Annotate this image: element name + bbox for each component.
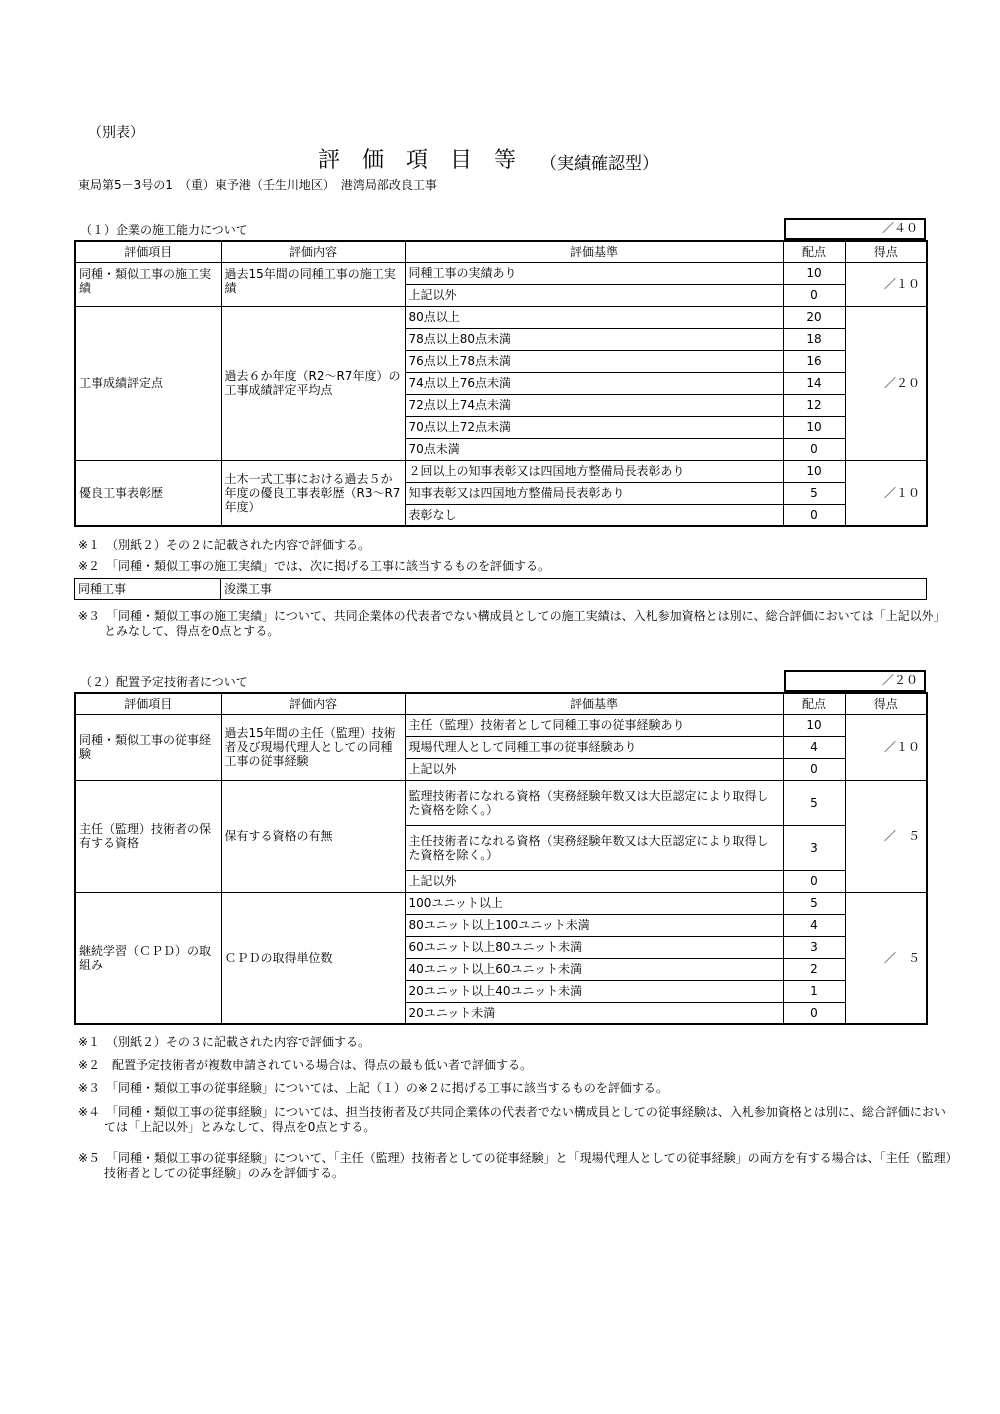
points-cell: 20 [783, 306, 845, 328]
points-cell: 3 [783, 825, 845, 870]
criteria-cell: 表彰なし [405, 504, 783, 526]
content-cell: 過去15年間の主任（監理）技術者及び現場代理人としての同種工事の従事経験 [221, 714, 405, 780]
score-cell: ／ ５ [845, 780, 927, 892]
points-cell: 5 [783, 892, 845, 914]
criteria-cell: 76点以上78点未満 [405, 350, 783, 372]
score-cell: ／１０ [845, 262, 927, 306]
section2-note4: ※４ 「同種・類似工事の従事経験」については、担当技術者及び共同企業体の代表者でない構成員としての従事経験は、入札参加資格とは別に、総合評価においては「上記以外」とみなして、得点を0点とする。 [78, 1105, 946, 1134]
points-cell: 0 [783, 284, 845, 306]
similar-work-label: 同種工事 [75, 579, 221, 600]
criteria-cell: 主任技術者になれる資格（実務経験年数又は大臣認定により取得した資格を除く。） [405, 825, 783, 870]
criteria-cell: 20ユニット以上40ユニット未満 [405, 980, 783, 1002]
section2-note5: ※５ 「同種・類似工事の従事経験」について、「主任（監理）技術者としての従事経験」と「現場代理人としての従事経験」の両方を有する場合は、「主任（監理）技術者としての従事経験」のみを評価する。 [78, 1151, 952, 1180]
content-cell: 過去６か年度（R2～R7年度）の工事成績評定平均点 [221, 306, 405, 460]
section1-note1: ※１ （別紙２）その２に記載された内容で評価する。 [78, 538, 371, 552]
col-header-score: 得点 [845, 241, 927, 262]
section2-note2: ※２ 配置予定技術者が複数申請されている場合は、得点の最も低い者で評価する。 [78, 1058, 533, 1072]
content-cell: 過去15年間の同種工事の施工実績 [221, 262, 405, 306]
points-cell: 18 [783, 328, 845, 350]
points-cell: 5 [783, 482, 845, 504]
section2-total: ／２０ [784, 670, 926, 692]
criteria-cell: 40ユニット以上60ユニット未満 [405, 958, 783, 980]
content-cell: 保有する資格の有無 [221, 780, 405, 892]
table-row [75, 460, 927, 482]
criteria-cell: 主任（監理）技術者として同種工事の従事経験あり [405, 714, 783, 736]
points-cell: 0 [783, 758, 845, 780]
project-name: 東局第5－3号の1 （重）東予港（壬生川地区） 港湾局部改良工事 [78, 178, 437, 192]
criteria-cell: 監理技術者になれる資格（実務経験年数又は大臣認定により取得した資格を除く。） [405, 780, 783, 825]
criteria-cell: 80ユニット以上100ユニット未満 [405, 914, 783, 936]
points-cell: 5 [783, 780, 845, 825]
criteria-cell: 78点以上80点未満 [405, 328, 783, 350]
criteria-cell: ２回以上の知事表彰又は四国地方整備局長表彰あり [405, 460, 783, 482]
criteria-cell: 100ユニット以上 [405, 892, 783, 914]
criteria-cell: 72点以上74点未満 [405, 394, 783, 416]
points-cell: 12 [783, 394, 845, 416]
item-cell: 同種・類似工事の従事経験 [75, 714, 221, 780]
section1-heading: （１）企業の施工能力について [80, 223, 248, 237]
criteria-cell: 80点以上 [405, 306, 783, 328]
table-row [75, 306, 927, 328]
col-header-points: 配点 [783, 241, 845, 262]
points-cell: 2 [783, 958, 845, 980]
points-cell: 14 [783, 372, 845, 394]
section2-heading: （２）配置予定技術者について [80, 675, 248, 689]
item-cell: 優良工事表彰歴 [75, 460, 221, 526]
score-cell: ／２０ [845, 306, 927, 460]
col-header-criteria: 評価基準 [405, 241, 783, 262]
similar-work-table [74, 578, 927, 600]
col-header-item: 評価項目 [75, 693, 221, 714]
section1-note2: ※２ 「同種・類似工事の施工実績」では、次に掲げる工事に該当するものを評価する。 [78, 559, 551, 573]
points-cell: 10 [783, 714, 845, 736]
content-cell: 土木一式工事における過去５か年度の優良工事表彰歴（R3～R7年度） [221, 460, 405, 526]
points-cell: 16 [783, 350, 845, 372]
points-cell: 0 [783, 870, 845, 892]
col-header-criteria: 評価基準 [405, 693, 783, 714]
criteria-cell: 20ユニット未満 [405, 1002, 783, 1024]
item-cell: 主任（監理）技術者の保有する資格 [75, 780, 221, 892]
criteria-cell: 現場代理人として同種工事の従事経験あり [405, 736, 783, 758]
col-header-item: 評価項目 [75, 241, 221, 262]
item-cell: 工事成績評定点 [75, 306, 221, 460]
table-row [75, 780, 927, 825]
section1-note3: ※３ 「同種・類似工事の施工実績」について、共同企業体の代表者でない構成員としての施工実績は、入札参加資格とは別に、総合評価においては「上記以外」とみなして、得点を0点とする。 [78, 609, 946, 638]
section2-note1: ※１ （別紙２）その３に記載された内容で評価する。 [78, 1035, 371, 1049]
criteria-cell: 知事表彰又は四国地方整備局長表彰あり [405, 482, 783, 504]
col-header-points: 配点 [783, 693, 845, 714]
points-cell: 0 [783, 438, 845, 460]
criteria-cell: 上記以外 [405, 870, 783, 892]
page-subtitle: （実績確認型） [540, 154, 659, 174]
criteria-cell: 70点未満 [405, 438, 783, 460]
item-cell: 同種・類似工事の施工実績 [75, 262, 221, 306]
criteria-cell: 70点以上72点未満 [405, 416, 783, 438]
score-cell: ／ ５ [845, 892, 927, 1024]
criteria-cell: 上記以外 [405, 284, 783, 306]
section1-total: ／４０ [784, 218, 926, 240]
table-row [75, 714, 927, 736]
section2-table [74, 692, 928, 1025]
section1-table [74, 240, 928, 527]
col-header-score: 得点 [845, 693, 927, 714]
beppyo-label: （別表） [88, 125, 144, 141]
page-title: 評価項目等 [318, 148, 539, 173]
points-cell: 4 [783, 736, 845, 758]
criteria-cell: 60ユニット以上80ユニット未満 [405, 936, 783, 958]
criteria-cell: 74点以上76点未満 [405, 372, 783, 394]
points-cell: 10 [783, 460, 845, 482]
score-cell: ／１０ [845, 714, 927, 780]
points-cell: 10 [783, 416, 845, 438]
col-header-content: 評価内容 [221, 241, 405, 262]
content-cell: ＣＰＤの取得単位数 [221, 892, 405, 1024]
points-cell: 0 [783, 504, 845, 526]
score-cell: ／１０ [845, 460, 927, 526]
criteria-cell: 上記以外 [405, 758, 783, 780]
points-cell: 4 [783, 914, 845, 936]
points-cell: 0 [783, 1002, 845, 1024]
points-cell: 3 [783, 936, 845, 958]
table-row [75, 892, 927, 914]
section2-note3: ※３ 「同種・類似工事の従事経験」については、上記（１）の※２に掲げる工事に該当するものを評価する。 [78, 1081, 668, 1095]
similar-work-value: 浚渫工事 [221, 579, 927, 600]
criteria-cell: 同種工事の実績あり [405, 262, 783, 284]
points-cell: 1 [783, 980, 845, 1002]
table-row [75, 262, 927, 284]
item-cell: 継続学習（ＣＰＤ）の取組み [75, 892, 221, 1024]
points-cell: 10 [783, 262, 845, 284]
col-header-content: 評価内容 [221, 693, 405, 714]
